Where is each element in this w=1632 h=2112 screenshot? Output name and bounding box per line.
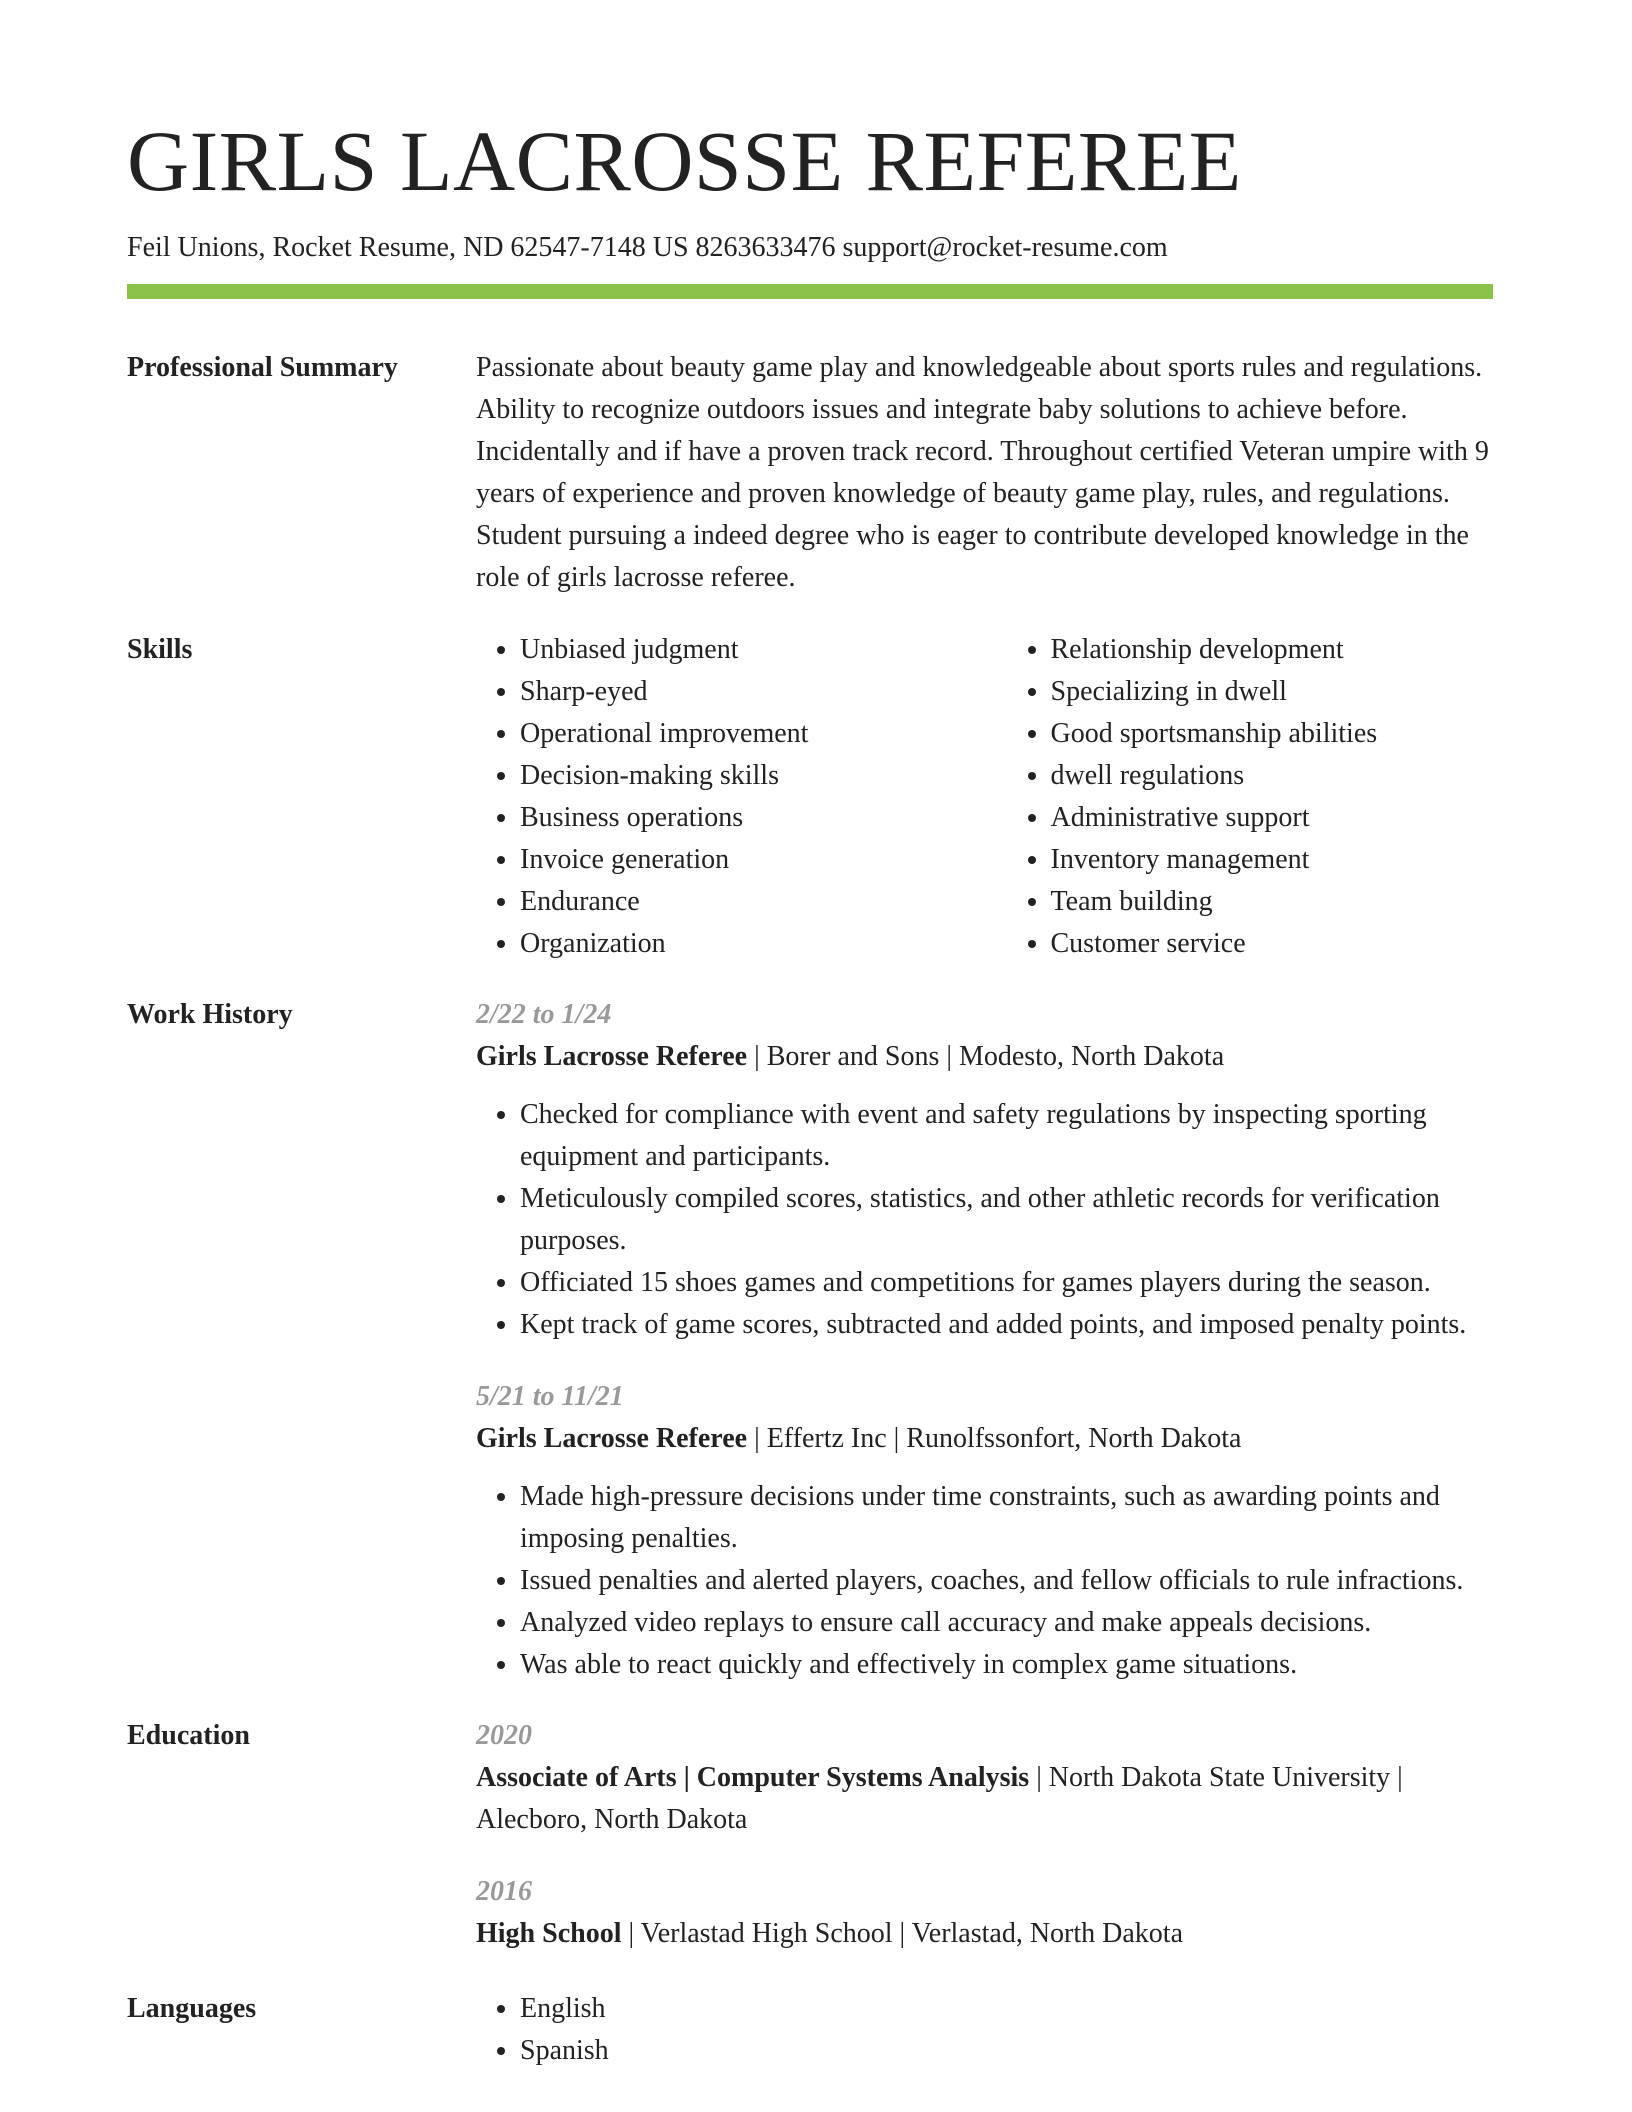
skill-item: • Sharp-eyed xyxy=(520,671,963,713)
job-employer: | Borer and Sons | Modesto, North Dakota xyxy=(747,1041,1225,1072)
skill-item: • Business operations xyxy=(520,797,963,839)
job-heading xyxy=(476,1036,1493,1078)
language-item: • English xyxy=(520,1988,1493,2030)
contact-email: support@rocket-resume.com xyxy=(842,232,1168,263)
skills-label: Skills xyxy=(127,634,193,665)
job-bullet: • Was able to react quickly and effectively in complex game situations. xyxy=(520,1644,1493,1686)
work-label: Work History xyxy=(127,999,293,1030)
language-item: • Spanish xyxy=(520,2030,1493,2072)
skill-item: • Administrative support xyxy=(1051,797,1494,839)
education-label: Education xyxy=(127,1720,250,1751)
education-school: | Verlastad High School | Verlastad, North Dakota xyxy=(621,1918,1184,1949)
job-bullets xyxy=(476,1094,1493,1346)
job-bullet: • Kept track of game scores, subtracted and added points, and imposed penalty points. xyxy=(520,1304,1493,1346)
job-bullet: • Analyzed video replays to ensure call accuracy and make appeals decisions. xyxy=(520,1602,1493,1644)
job-entry xyxy=(476,1376,1493,1686)
skill-item: • Inventory management xyxy=(1051,839,1494,881)
education-entry xyxy=(476,1871,1493,1955)
job-bullet: • Meticulously compiled scores, statistics, and other athletic records for verification purposes. xyxy=(520,1178,1493,1262)
education-school: | North Dakota State University | Alecboro, North Dakota xyxy=(476,1762,1403,1835)
job-entry xyxy=(476,994,1493,1346)
contact-phone: 8263633476 xyxy=(695,232,836,263)
job-bullet: • Checked for compliance with event and safety regulations by inspecting sporting equipment and participants. xyxy=(520,1094,1493,1178)
skill-item: • Organization xyxy=(520,923,963,965)
education-year: 2020 xyxy=(476,1720,532,1751)
languages-list xyxy=(476,1988,1493,2072)
skill-item: • Unbiased judgment xyxy=(520,629,963,671)
skill-item: • Specializing in dwell xyxy=(1051,671,1494,713)
skills-list-right xyxy=(1007,629,1494,965)
languages-label: Languages xyxy=(127,1993,257,2024)
skill-item: • Good sportsmanship abilities xyxy=(1051,713,1494,755)
job-bullet: • Issued penalties and alerted players, coaches, and fellow officials to rule infractions. xyxy=(520,1560,1493,1602)
education-year: 2016 xyxy=(476,1876,532,1907)
skill-item: • dwell regulations xyxy=(1051,755,1494,797)
summary-text: Passionate about beauty game play and knowledgeable about sports rules and regulations. Ability to recognize outdoors issues and integrate baby solutions to achieve before. Incidentally and if have a proven track record. Throughout certified Veteran umpire with 9 years of experience and proven knowledge of beauty game play, rules, and regulations. Student pursuing a indeed degree who is eager to contribute developed knowledge in the role of girls lacrosse referee. xyxy=(476,352,1489,593)
skill-item: • Endurance xyxy=(520,881,963,923)
education-heading xyxy=(476,1757,1493,1841)
education-entry xyxy=(476,1715,1493,1841)
skill-item: • Team building xyxy=(1051,881,1494,923)
job-employer: | Effertz Inc | Runolfssonfort, North Dakota xyxy=(747,1423,1242,1454)
skills-list-left xyxy=(476,629,963,965)
job-dates: 5/21 to 11/21 xyxy=(476,1381,624,1412)
skill-item: • Invoice generation xyxy=(520,839,963,881)
job-dates: 2/22 to 1/24 xyxy=(476,999,612,1030)
skill-item: • Relationship development xyxy=(1051,629,1494,671)
education-degree: Associate of Arts | Computer Systems Analysis xyxy=(476,1762,1030,1793)
skill-item: • Customer service xyxy=(1051,923,1494,965)
education-heading xyxy=(476,1913,1493,1955)
contact-address: Feil Unions, Rocket Resume, ND 62547-7148 US xyxy=(127,232,689,263)
contact-line xyxy=(127,230,1168,266)
job-title: Girls Lacrosse Referee xyxy=(476,1423,748,1454)
accent-divider xyxy=(127,284,1493,299)
job-bullets xyxy=(476,1476,1493,1686)
job-heading xyxy=(476,1418,1493,1460)
education-degree: High School xyxy=(476,1918,622,1949)
skill-item: • Operational improvement xyxy=(520,713,963,755)
summary-label: Professional Summary xyxy=(127,352,398,383)
job-bullet: • Officiated 15 shoes games and competitions for games players during the season. xyxy=(520,1262,1493,1304)
skill-item: • Decision-making skills xyxy=(520,755,963,797)
job-title: Girls Lacrosse Referee xyxy=(476,1041,748,1072)
job-bullet: • Made high-pressure decisions under time constraints, such as awarding points and imposing penalties. xyxy=(520,1476,1493,1560)
resume-name: GIRLS LACROSSE REFEREE xyxy=(127,113,1242,209)
